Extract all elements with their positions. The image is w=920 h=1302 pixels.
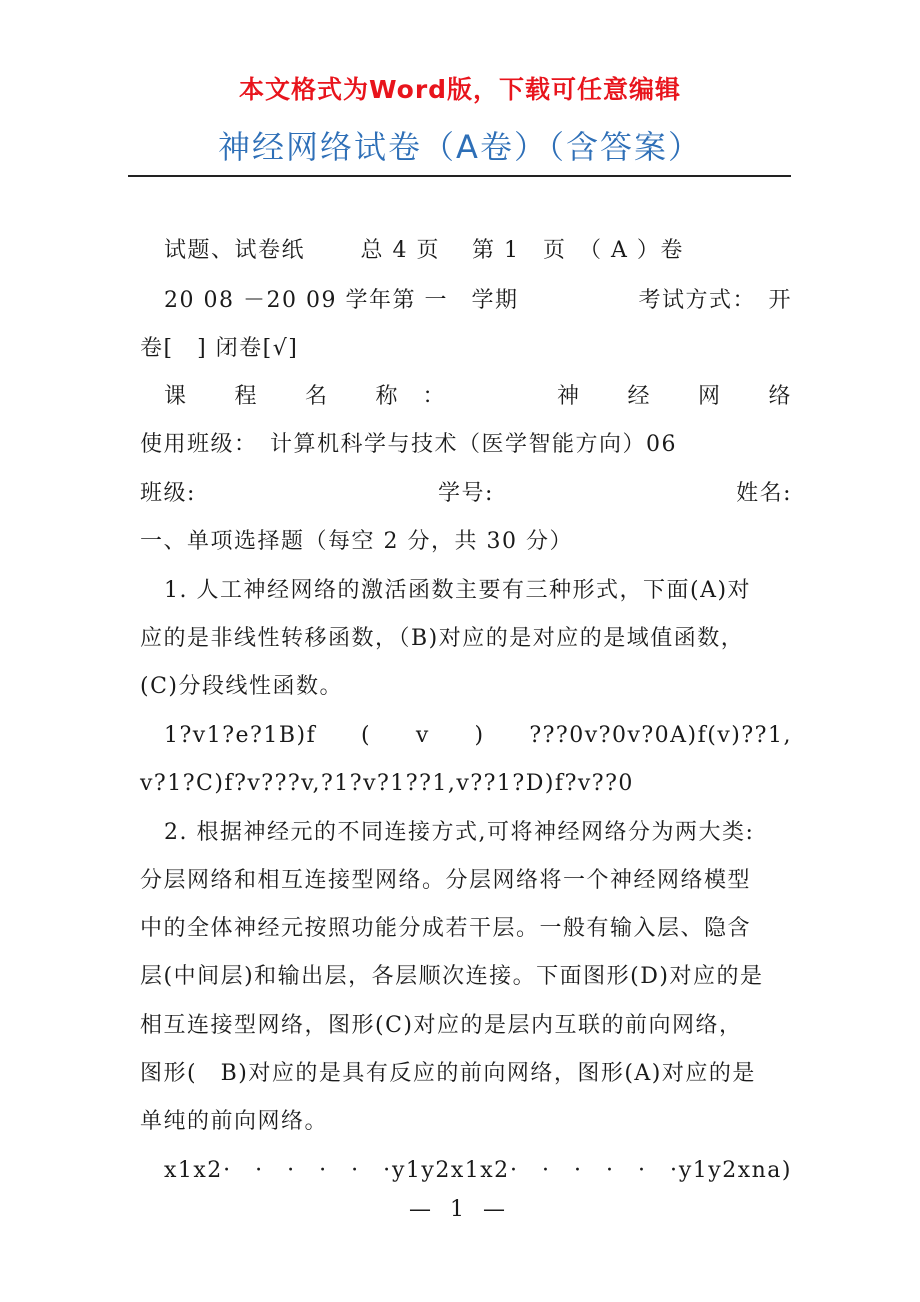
formula-fragment: v	[415, 723, 430, 748]
figure-fragment: y1y2xna)	[678, 1158, 792, 1183]
page-number: — 1 —	[409, 1197, 511, 1222]
download-banner: 本文格式为Word版，下载可任意编辑	[238, 75, 682, 104]
exam-mode: 考试方式： 开	[638, 288, 792, 313]
q2-text-line: 层(中间层)和输出层，各层顺次连接。下面图形(D)对应的是	[140, 964, 764, 989]
figure-fragment: x1x2	[164, 1158, 223, 1183]
figure-fragment: · · · · · ·	[223, 1158, 392, 1183]
formula-fragment: ?1?v?1??1,	[321, 771, 457, 796]
q2-text-line: 2. 根据神经元的不同连接方式,可将神经网络分为两大类:	[164, 820, 755, 845]
q2-text-line: 单纯的前向网络。	[140, 1109, 329, 1134]
title-divider	[128, 175, 791, 177]
formula-fragment: (	[360, 723, 372, 748]
section-heading: 一、单项选择题（每空 2 分，共 30 分）	[140, 529, 573, 554]
exam-term-line	[164, 286, 792, 316]
q1-text-line: (C)分段线性函数。	[140, 674, 343, 699]
formula-fragment: v?1?C)f?v???v,	[140, 771, 321, 796]
course-line	[164, 382, 792, 412]
q2-text-line: 分层网络和相互连接型网络。分层网络将一个神经网络模型	[140, 868, 752, 893]
class-line: 使用班级： 计算机科学与技术（医学智能方向）06	[140, 432, 677, 457]
page-title: 神经网络试卷（A卷）（含答案）	[218, 128, 702, 166]
q1-text-line: 应的是非线性转移函数，（B)对应的是对应的是域值函数，	[140, 626, 745, 651]
q1-text-line: 1. 人工神经网络的激活函数主要有三种形式，下面(A)对	[164, 578, 752, 603]
q2-text-line: 中的全体神经元按照功能分成若干层。一般有输入层、隐含	[140, 916, 752, 941]
name-field: 姓名:	[736, 481, 792, 506]
course-name: 神 经 网 络	[556, 384, 792, 409]
formula-fragment: ???0v?0v?0A)f(v)??1,	[529, 723, 792, 748]
academic-term: 20 08 －20 09 学年第 一 学期	[164, 288, 519, 313]
figure-fragment: · · · · · ·	[510, 1158, 679, 1183]
exam-mode-options: 卷[ ] 闭卷[√]	[140, 336, 299, 361]
formula-fragment: )	[474, 723, 485, 748]
q1-formula-line	[140, 769, 634, 799]
figure-fragment: y1y2x1x2	[392, 1158, 510, 1183]
exam-info-line: 试题、试卷纸 总 4 页 第 1 页 （ A ）卷	[164, 238, 684, 263]
student-fields	[140, 479, 792, 509]
figure-label-line	[164, 1156, 792, 1186]
formula-fragment: 1?v1?e?1B)f	[164, 723, 317, 748]
q2-text-line: 图形( B)对应的是具有反应的前向网络，图形(A)对应的是	[140, 1061, 756, 1086]
q1-formula-line	[164, 721, 792, 751]
class-field: 班级:	[140, 481, 196, 506]
q2-text-line: 相互连接型网络，图形(C)对应的是层内互联的前向网络，	[140, 1013, 743, 1038]
formula-fragment: v??1?D)f?v??0	[456, 771, 634, 796]
student-id-field: 学号:	[438, 481, 494, 506]
course-label: 课 程 名 称 ：	[164, 384, 447, 409]
